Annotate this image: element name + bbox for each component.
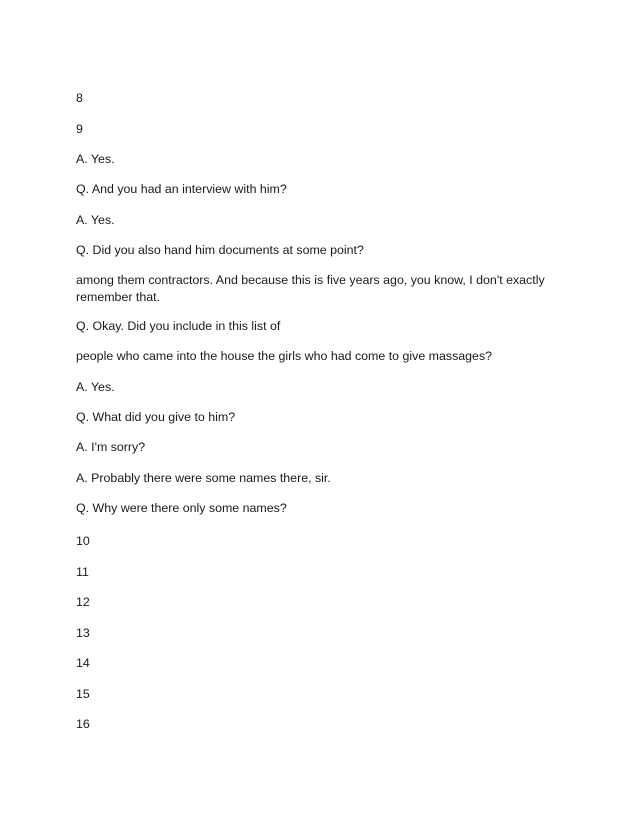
line-number: 10 xyxy=(76,534,90,548)
line-number: 11 xyxy=(76,565,89,579)
text-paragraph: among them contractors. And because this is five years ago, you know, I don't exactly remember that. xyxy=(76,273,545,304)
line-number: 8 xyxy=(76,91,83,105)
line-number: 12 xyxy=(76,595,90,609)
question-line: Q. Did you also hand him documents at some point? xyxy=(76,243,364,257)
question-line: Q. What did you give to him? xyxy=(76,410,236,424)
answer-line: A. Probably there were some names there, sir. xyxy=(76,471,331,485)
answer-line: A. Yes. xyxy=(76,213,115,227)
question-line: Q. Why were there only some names? xyxy=(76,501,287,515)
answer-line: A. Yes. xyxy=(76,152,115,166)
question-line: Q. And you had an interview with him? xyxy=(76,182,287,196)
text-paragraph: people who came into the house the girls who had come to give massages? xyxy=(76,349,493,363)
question-line: Q. Okay. Did you include in this list of xyxy=(76,319,281,333)
line-number: 16 xyxy=(76,717,90,731)
line-number: 14 xyxy=(76,656,90,670)
answer-line: A. Yes. xyxy=(76,380,115,394)
line-number: 15 xyxy=(76,687,90,701)
answer-line: A. I'm sorry? xyxy=(76,440,146,454)
line-number: 13 xyxy=(76,626,90,640)
line-number: 9 xyxy=(76,122,83,136)
